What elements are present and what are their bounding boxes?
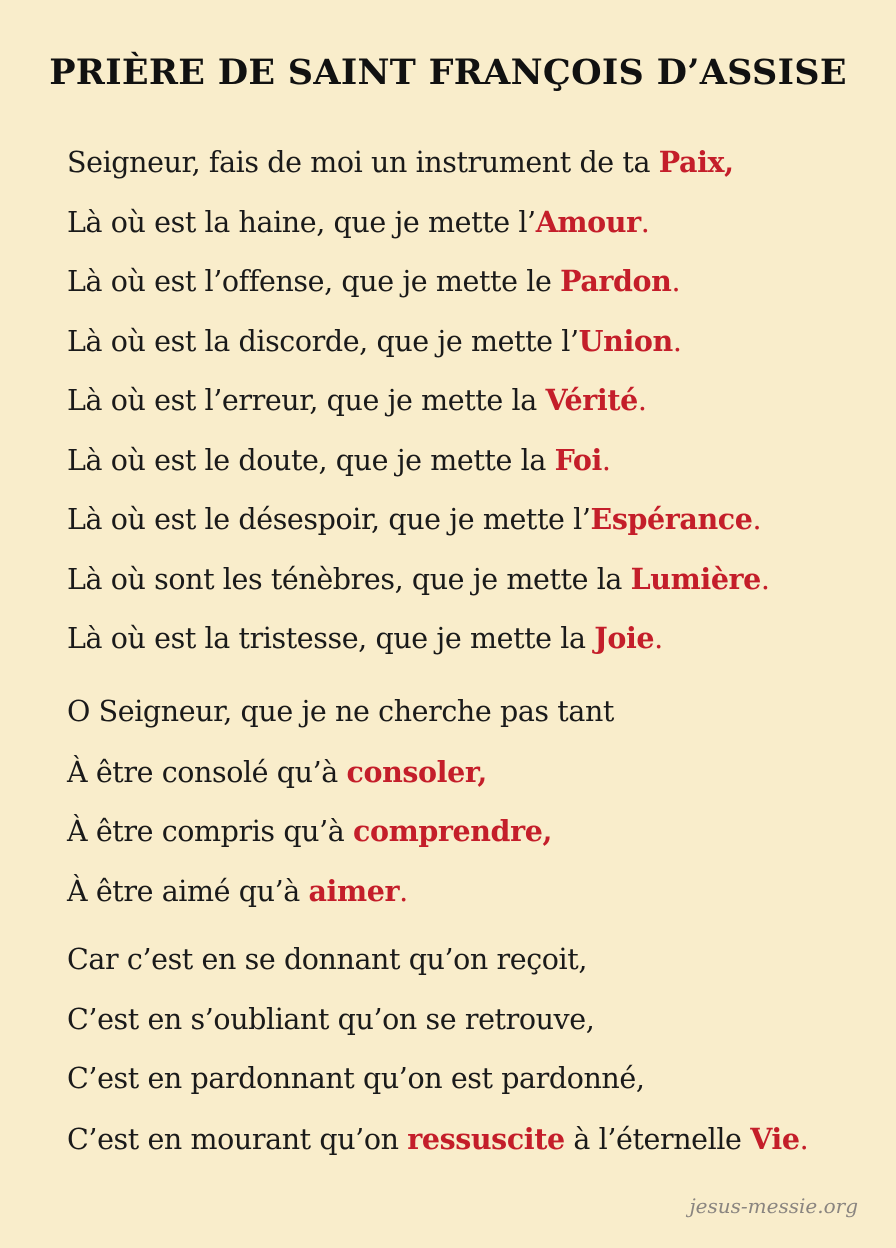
line-text: à l’éternelle: [564, 1122, 751, 1156]
line-punct: .: [640, 205, 650, 239]
line-text: À être compris qu’à: [67, 815, 354, 848]
line-text: Là où est le doute, que je mette la: [67, 443, 555, 477]
prayer-line: [67, 496, 887, 556]
prayer-line: [67, 437, 887, 497]
line-text: Là où est la tristesse, que je mette la: [67, 622, 595, 655]
highlight-word: Union: [578, 323, 673, 358]
prayer-line: [67, 556, 887, 616]
line-text: Seigneur, fais de moi un instrument de ta: [67, 146, 659, 179]
stanza-1: [67, 139, 887, 675]
line-text: C’est en pardonnant qu’on est pardonné,: [67, 1062, 645, 1095]
line-punct: .: [654, 622, 663, 655]
prayer-line: [67, 868, 887, 928]
line-text: Là où sont les ténèbres, que je mette la: [67, 562, 631, 596]
highlight-word: Joie: [594, 621, 655, 655]
site-credit: jesus-messie.org: [689, 1194, 858, 1218]
highlight-word: Espérance: [590, 502, 753, 536]
highlight-word: Pardon: [560, 264, 672, 298]
line-punct: ,: [477, 754, 487, 789]
line-text: O Seigneur, que je ne cherche pas tant: [67, 695, 614, 728]
prayer-line: [67, 997, 887, 1057]
line-punct: .: [752, 503, 762, 536]
line-text: C’est en s’oubliant qu’on se retrouve,: [67, 1002, 595, 1036]
line-punct: ,: [724, 145, 734, 179]
prayer-line: [67, 199, 887, 259]
line-punct: .: [637, 384, 647, 417]
prayer-line: [67, 258, 887, 318]
prayer-line: [67, 139, 887, 199]
prayer-line: [67, 937, 887, 997]
line-punct: .: [399, 874, 408, 908]
line-punct: .: [671, 265, 681, 298]
highlight-word: Vérité: [545, 383, 638, 417]
prayer-line: [67, 377, 887, 437]
line-text: Là où est le désespoir, que je mette l’: [67, 503, 591, 536]
prayer-title: PRIÈRE DE SAINT FRANÇOIS D’ASSISE: [49, 52, 847, 93]
prayer-line: [67, 615, 887, 675]
highlight-word: Foi: [554, 442, 602, 477]
prayer-line: [67, 689, 887, 749]
line-text: C’est en mourant qu’on: [67, 1122, 408, 1156]
line-text: Là où est la discorde, que je mette l’: [67, 324, 579, 358]
prayer-line: [67, 808, 887, 868]
highlight-word: consoler: [346, 754, 478, 789]
highlight-word: Vie: [750, 1121, 800, 1156]
prayer-line: [67, 1116, 887, 1176]
highlight-word: Lumière: [630, 561, 761, 596]
line-text: Là où est la haine, que je mette l’: [67, 205, 536, 239]
line-punct: .: [799, 1122, 809, 1156]
highlight-word: Amour: [535, 204, 641, 239]
line-text: Là où est l’offense, que je mette le: [67, 265, 561, 298]
line-punct: .: [601, 443, 611, 477]
highlight-word: aimer: [308, 873, 400, 908]
line-text: À être consolé qu’à: [67, 755, 347, 789]
stanza-3: [67, 937, 887, 1175]
line-text: À être aimé qu’à: [67, 874, 309, 908]
stanza-2: [67, 689, 887, 927]
line-punct: ,: [542, 814, 552, 848]
highlight-word: ressuscite: [407, 1121, 565, 1156]
line-text: Là où est l’erreur, que je mette la: [67, 384, 546, 417]
highlight-word: Paix: [658, 145, 725, 179]
prayer-line: [67, 749, 887, 809]
line-punct: .: [672, 324, 682, 358]
prayer-line: [67, 1056, 887, 1116]
prayer-line: [67, 318, 887, 378]
highlight-word: comprendre: [353, 814, 543, 848]
line-text: Car c’est en se donnant qu’on reçoit,: [67, 943, 587, 976]
line-punct: .: [760, 562, 770, 596]
